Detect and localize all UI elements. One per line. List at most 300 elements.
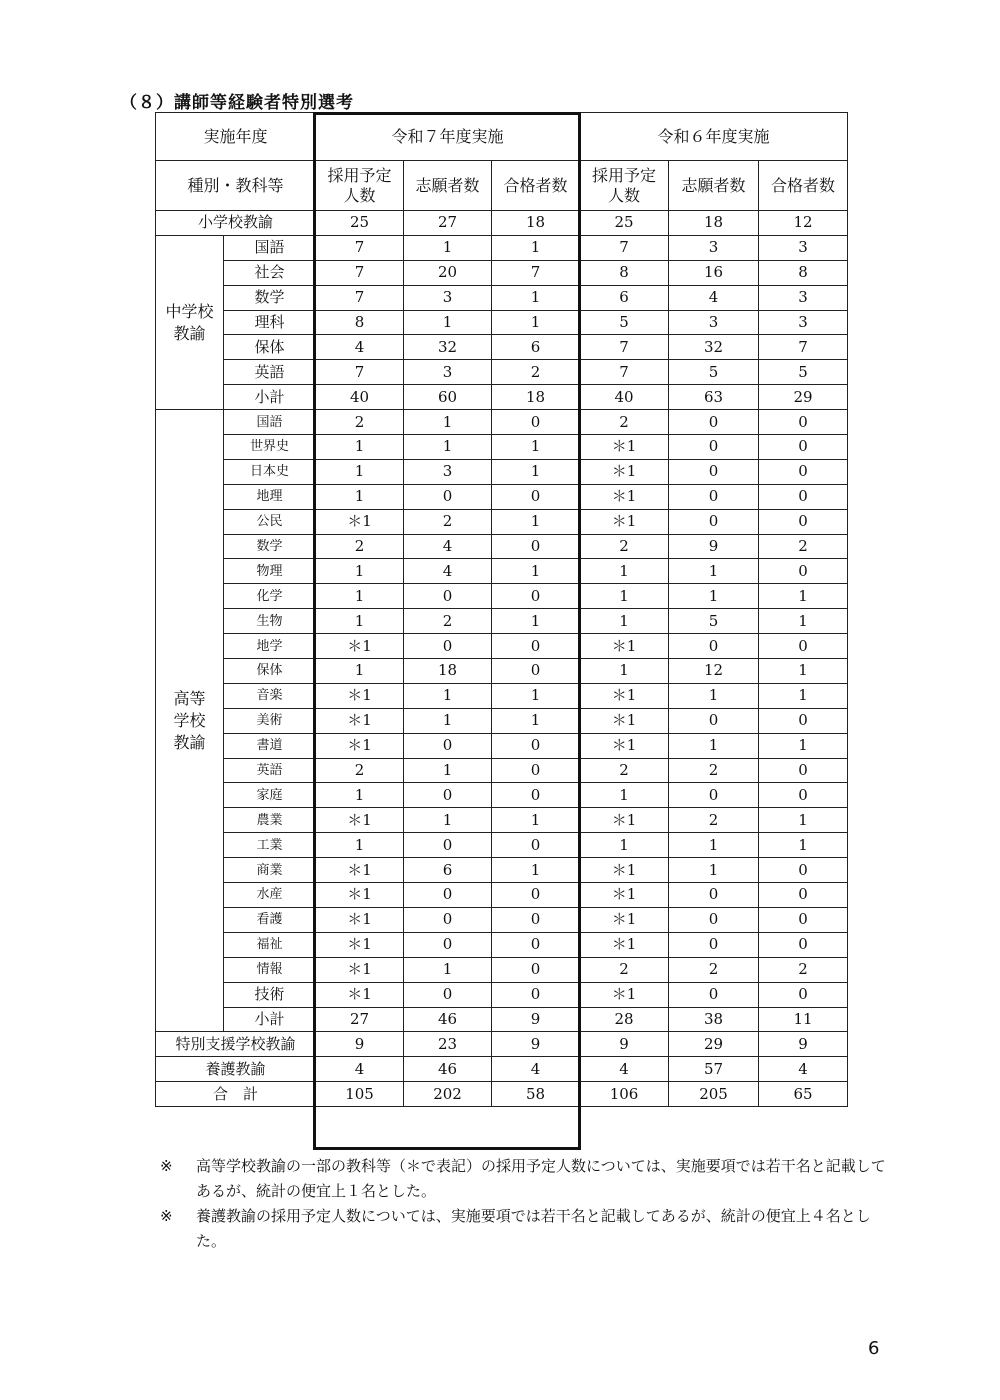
value-cell: 1 bbox=[492, 559, 580, 584]
value-cell: 0 bbox=[759, 459, 848, 484]
value-cell: 0 bbox=[669, 634, 759, 659]
value-cell: 7 bbox=[316, 260, 404, 285]
value-cell: ＊1 bbox=[580, 982, 669, 1007]
value-cell: 23 bbox=[404, 1032, 492, 1057]
value-cell: 1 bbox=[669, 858, 759, 883]
value-cell: 1 bbox=[492, 683, 580, 708]
value-cell: 0 bbox=[669, 509, 759, 534]
value-cell: 0 bbox=[759, 783, 848, 808]
group-label: 高等 学校 教諭 bbox=[156, 410, 224, 1032]
subject-label: 農業 bbox=[224, 808, 316, 833]
subject-label: 工業 bbox=[224, 833, 316, 858]
value-cell: 2 bbox=[580, 957, 669, 982]
value-cell: 3 bbox=[759, 235, 848, 260]
value-cell: 0 bbox=[669, 435, 759, 460]
value-cell: 1 bbox=[316, 659, 404, 684]
value-cell: 0 bbox=[492, 534, 580, 559]
value-cell: 57 bbox=[669, 1057, 759, 1082]
value-cell: ＊1 bbox=[580, 733, 669, 758]
value-cell: 2 bbox=[759, 534, 848, 559]
value-cell: 0 bbox=[669, 410, 759, 435]
value-cell: 1 bbox=[759, 733, 848, 758]
value-cell: 4 bbox=[316, 1057, 404, 1082]
value-cell: 5 bbox=[759, 360, 848, 385]
value-cell: 25 bbox=[316, 211, 404, 236]
subject-label: 商業 bbox=[224, 858, 316, 883]
value-cell: ＊1 bbox=[316, 883, 404, 908]
subject-label: 技術 bbox=[224, 982, 316, 1007]
value-cell: ＊1 bbox=[316, 708, 404, 733]
value-cell: 40 bbox=[580, 385, 669, 410]
table-row bbox=[156, 161, 848, 211]
value-cell: 0 bbox=[404, 982, 492, 1007]
value-cell: 205 bbox=[669, 1082, 759, 1107]
note bbox=[160, 1154, 890, 1204]
value-cell: 106 bbox=[580, 1082, 669, 1107]
subject-label: 家庭 bbox=[224, 783, 316, 808]
value-cell: 0 bbox=[492, 982, 580, 1007]
value-cell: 0 bbox=[759, 982, 848, 1007]
value-cell: 2 bbox=[580, 410, 669, 435]
value-cell: 1 bbox=[316, 484, 404, 509]
note-text: 養護教諭の採用予定人数については、実施要項では若干名と記載してあるが、統計の便宜上４名とした。 bbox=[196, 1207, 871, 1250]
value-cell: 0 bbox=[404, 783, 492, 808]
value-cell: 2 bbox=[316, 534, 404, 559]
value-cell: 1 bbox=[580, 783, 669, 808]
subject-label: 地理 bbox=[224, 484, 316, 509]
value-cell: 1 bbox=[404, 708, 492, 733]
table-row bbox=[156, 1082, 848, 1107]
value-cell: 5 bbox=[580, 310, 669, 335]
value-cell: 0 bbox=[492, 634, 580, 659]
value-cell: 4 bbox=[669, 285, 759, 310]
value-cell: ＊1 bbox=[316, 509, 404, 534]
subject-label: 美術 bbox=[224, 708, 316, 733]
value-cell: 0 bbox=[669, 484, 759, 509]
table-row bbox=[156, 858, 848, 883]
value-cell: 2 bbox=[669, 758, 759, 783]
value-cell: 1 bbox=[492, 435, 580, 460]
value-cell: 1 bbox=[404, 758, 492, 783]
value-cell: 1 bbox=[316, 584, 404, 609]
value-cell: 5 bbox=[669, 609, 759, 634]
subject-label: 生物 bbox=[224, 609, 316, 634]
value-cell: 3 bbox=[404, 459, 492, 484]
value-cell: 32 bbox=[669, 335, 759, 360]
table-row bbox=[156, 609, 848, 634]
value-cell: 6 bbox=[492, 335, 580, 360]
value-cell: 3 bbox=[669, 235, 759, 260]
subject-label: 音楽 bbox=[224, 683, 316, 708]
value-cell: 12 bbox=[669, 659, 759, 684]
value-cell: 0 bbox=[759, 484, 848, 509]
value-cell: 1 bbox=[759, 833, 848, 858]
value-cell: 0 bbox=[404, 907, 492, 932]
table-row bbox=[156, 360, 848, 385]
table-row bbox=[156, 335, 848, 360]
subject-label: 世界史 bbox=[224, 435, 316, 460]
value-cell: 8 bbox=[759, 260, 848, 285]
value-cell: 2 bbox=[669, 808, 759, 833]
subject-label: 小計 bbox=[224, 1007, 316, 1032]
subject-label: 数学 bbox=[224, 534, 316, 559]
value-cell: ＊1 bbox=[316, 634, 404, 659]
table-row bbox=[156, 957, 848, 982]
value-cell: 29 bbox=[759, 385, 848, 410]
value-cell: 0 bbox=[492, 659, 580, 684]
value-cell: 1 bbox=[492, 858, 580, 883]
value-cell: 9 bbox=[669, 534, 759, 559]
value-cell: ＊1 bbox=[580, 683, 669, 708]
value-cell: 9 bbox=[580, 1032, 669, 1057]
value-cell: 7 bbox=[759, 335, 848, 360]
value-cell: 16 bbox=[669, 260, 759, 285]
value-cell: 0 bbox=[759, 907, 848, 932]
value-cell: 9 bbox=[492, 1007, 580, 1032]
group-label: 中学校 教諭 bbox=[156, 235, 224, 409]
value-cell: ＊1 bbox=[316, 932, 404, 957]
value-cell: 0 bbox=[759, 758, 848, 783]
subject-label: 小計 bbox=[224, 385, 316, 410]
value-cell: 0 bbox=[669, 932, 759, 957]
value-cell: 18 bbox=[492, 385, 580, 410]
value-cell: 1 bbox=[404, 235, 492, 260]
value-cell: 1 bbox=[492, 285, 580, 310]
value-cell: 20 bbox=[404, 260, 492, 285]
note-mark: ※ bbox=[160, 1207, 173, 1225]
table-row bbox=[156, 1007, 848, 1032]
value-cell: 18 bbox=[492, 211, 580, 236]
value-cell: ＊1 bbox=[580, 932, 669, 957]
value-cell: 40 bbox=[316, 385, 404, 410]
value-cell: 1 bbox=[492, 509, 580, 534]
subject-label: 日本史 bbox=[224, 459, 316, 484]
value-cell: 65 bbox=[759, 1082, 848, 1107]
value-cell: 1 bbox=[316, 435, 404, 460]
value-cell: ＊1 bbox=[580, 858, 669, 883]
header-r7: 令和７年度実施 bbox=[316, 113, 580, 161]
subject-label: 化学 bbox=[224, 584, 316, 609]
value-cell: 0 bbox=[759, 634, 848, 659]
header-category-label: 種別・教科等 bbox=[156, 161, 316, 211]
page-number: 6 bbox=[868, 1338, 880, 1359]
value-cell: 6 bbox=[580, 285, 669, 310]
value-cell: 7 bbox=[580, 235, 669, 260]
value-cell: 0 bbox=[492, 957, 580, 982]
subject-label: 福祉 bbox=[224, 932, 316, 957]
table-row bbox=[156, 435, 848, 460]
table-row bbox=[156, 982, 848, 1007]
value-cell: ＊1 bbox=[580, 459, 669, 484]
value-cell: 1 bbox=[404, 957, 492, 982]
value-cell: 9 bbox=[759, 1032, 848, 1057]
value-cell: ＊1 bbox=[316, 733, 404, 758]
value-cell: 0 bbox=[404, 833, 492, 858]
value-cell: 27 bbox=[404, 211, 492, 236]
value-cell: 1 bbox=[580, 609, 669, 634]
table-row bbox=[156, 783, 848, 808]
value-cell: ＊1 bbox=[580, 435, 669, 460]
value-cell: 105 bbox=[316, 1082, 404, 1107]
value-cell: 2 bbox=[759, 957, 848, 982]
value-cell: ＊1 bbox=[316, 907, 404, 932]
value-cell: 0 bbox=[404, 634, 492, 659]
subject-label: 公民 bbox=[224, 509, 316, 534]
value-cell: 4 bbox=[580, 1057, 669, 1082]
value-cell: 25 bbox=[580, 211, 669, 236]
table-row bbox=[156, 683, 848, 708]
value-cell: 11 bbox=[759, 1007, 848, 1032]
value-cell: ＊1 bbox=[580, 808, 669, 833]
category-label: 特別支援学校教諭 bbox=[156, 1032, 316, 1057]
subject-label: 水産 bbox=[224, 883, 316, 908]
value-cell: 4 bbox=[316, 335, 404, 360]
value-cell: 7 bbox=[492, 260, 580, 285]
value-cell: 3 bbox=[759, 285, 848, 310]
table-row bbox=[156, 211, 848, 236]
value-cell: 1 bbox=[404, 410, 492, 435]
value-cell: 1 bbox=[404, 435, 492, 460]
notes bbox=[160, 1154, 890, 1254]
value-cell: 3 bbox=[759, 310, 848, 335]
value-cell: 0 bbox=[669, 708, 759, 733]
note-mark: ※ bbox=[160, 1157, 173, 1175]
value-cell: 1 bbox=[759, 584, 848, 609]
value-cell: 4 bbox=[492, 1057, 580, 1082]
value-cell: 1 bbox=[759, 808, 848, 833]
value-cell: 1 bbox=[669, 584, 759, 609]
value-cell: 2 bbox=[316, 410, 404, 435]
selection-table-wrapper bbox=[155, 112, 848, 1107]
category-label: 養護教諭 bbox=[156, 1057, 316, 1082]
value-cell: 3 bbox=[669, 310, 759, 335]
value-cell: ＊1 bbox=[316, 808, 404, 833]
value-cell: ＊1 bbox=[580, 509, 669, 534]
value-cell: 4 bbox=[759, 1057, 848, 1082]
value-cell: 7 bbox=[580, 335, 669, 360]
subject-label: 英語 bbox=[224, 758, 316, 783]
table-row bbox=[156, 235, 848, 260]
value-cell: 1 bbox=[492, 459, 580, 484]
value-cell: 0 bbox=[404, 932, 492, 957]
value-cell: 0 bbox=[759, 883, 848, 908]
value-cell: 6 bbox=[404, 858, 492, 883]
value-cell: 28 bbox=[580, 1007, 669, 1032]
note bbox=[160, 1204, 890, 1254]
value-cell: 32 bbox=[404, 335, 492, 360]
table-row bbox=[156, 484, 848, 509]
selection-stats-table bbox=[155, 112, 848, 1107]
table-row bbox=[156, 708, 848, 733]
value-cell: 0 bbox=[404, 484, 492, 509]
value-cell: 12 bbox=[759, 211, 848, 236]
column-header: 合格者数 bbox=[759, 161, 848, 211]
value-cell: 38 bbox=[669, 1007, 759, 1032]
value-cell: 0 bbox=[759, 509, 848, 534]
value-cell: 0 bbox=[404, 584, 492, 609]
value-cell: 2 bbox=[669, 957, 759, 982]
value-cell: 0 bbox=[669, 982, 759, 1007]
value-cell: 2 bbox=[316, 758, 404, 783]
value-cell: 9 bbox=[492, 1032, 580, 1057]
value-cell: 1 bbox=[580, 559, 669, 584]
value-cell: 1 bbox=[492, 310, 580, 335]
header-year-label: 実施年度 bbox=[156, 113, 316, 161]
value-cell: 29 bbox=[669, 1032, 759, 1057]
column-header: 志願者数 bbox=[669, 161, 759, 211]
value-cell: 18 bbox=[669, 211, 759, 236]
value-cell: 1 bbox=[404, 683, 492, 708]
value-cell: ＊1 bbox=[316, 858, 404, 883]
value-cell: 1 bbox=[316, 609, 404, 634]
value-cell: 7 bbox=[316, 360, 404, 385]
table-row bbox=[156, 285, 848, 310]
table-row bbox=[156, 1057, 848, 1082]
value-cell: ＊1 bbox=[580, 883, 669, 908]
value-cell: 1 bbox=[404, 310, 492, 335]
column-header: 採用予定 人数 bbox=[316, 161, 404, 211]
value-cell: 1 bbox=[316, 783, 404, 808]
header-r6: 令和６年度実施 bbox=[580, 113, 848, 161]
value-cell: 0 bbox=[492, 907, 580, 932]
table-row bbox=[156, 733, 848, 758]
category-label: 合 計 bbox=[156, 1082, 316, 1107]
value-cell: 58 bbox=[492, 1082, 580, 1107]
category-label: 小学校教諭 bbox=[156, 211, 316, 236]
value-cell: 60 bbox=[404, 385, 492, 410]
value-cell: 1 bbox=[669, 833, 759, 858]
table-row bbox=[156, 385, 848, 410]
value-cell: 4 bbox=[404, 534, 492, 559]
value-cell: 2 bbox=[580, 758, 669, 783]
value-cell: 2 bbox=[492, 360, 580, 385]
value-cell: 5 bbox=[669, 360, 759, 385]
value-cell: 8 bbox=[316, 310, 404, 335]
table-row bbox=[156, 907, 848, 932]
table-row bbox=[156, 459, 848, 484]
value-cell: 3 bbox=[404, 360, 492, 385]
table-row bbox=[156, 833, 848, 858]
value-cell: 0 bbox=[669, 907, 759, 932]
table-row bbox=[156, 310, 848, 335]
value-cell: 4 bbox=[404, 559, 492, 584]
value-cell: ＊1 bbox=[316, 683, 404, 708]
table-row bbox=[156, 584, 848, 609]
value-cell: 0 bbox=[492, 833, 580, 858]
value-cell: 0 bbox=[492, 783, 580, 808]
table-row bbox=[156, 932, 848, 957]
value-cell: 1 bbox=[404, 808, 492, 833]
value-cell: 0 bbox=[492, 410, 580, 435]
value-cell: 7 bbox=[316, 285, 404, 310]
value-cell: 1 bbox=[492, 609, 580, 634]
table-row bbox=[156, 534, 848, 559]
value-cell: 0 bbox=[492, 932, 580, 957]
value-cell: 0 bbox=[492, 484, 580, 509]
table-row bbox=[156, 113, 848, 161]
table-row bbox=[156, 260, 848, 285]
value-cell: 18 bbox=[404, 659, 492, 684]
value-cell: 0 bbox=[492, 883, 580, 908]
subject-label: 数学 bbox=[224, 285, 316, 310]
value-cell: 2 bbox=[580, 534, 669, 559]
table-row bbox=[156, 410, 848, 435]
subject-label: 保体 bbox=[224, 659, 316, 684]
value-cell: 0 bbox=[759, 932, 848, 957]
column-header: 合格者数 bbox=[492, 161, 580, 211]
value-cell: 3 bbox=[404, 285, 492, 310]
value-cell: 0 bbox=[492, 758, 580, 783]
value-cell: 0 bbox=[492, 584, 580, 609]
column-header: 志願者数 bbox=[404, 161, 492, 211]
value-cell: 0 bbox=[669, 459, 759, 484]
value-cell: ＊1 bbox=[580, 484, 669, 509]
column-header: 採用予定 人数 bbox=[580, 161, 669, 211]
value-cell: 0 bbox=[404, 883, 492, 908]
value-cell: ＊1 bbox=[580, 907, 669, 932]
value-cell: 1 bbox=[492, 808, 580, 833]
value-cell: 7 bbox=[580, 360, 669, 385]
value-cell: 0 bbox=[669, 883, 759, 908]
value-cell: ＊1 bbox=[316, 957, 404, 982]
subject-label: 物理 bbox=[224, 559, 316, 584]
value-cell: 8 bbox=[580, 260, 669, 285]
value-cell: 1 bbox=[669, 683, 759, 708]
value-cell: 0 bbox=[759, 559, 848, 584]
value-cell: 2 bbox=[404, 609, 492, 634]
value-cell: 0 bbox=[759, 410, 848, 435]
value-cell: 46 bbox=[404, 1057, 492, 1082]
value-cell: ＊1 bbox=[316, 982, 404, 1007]
subject-label: 地学 bbox=[224, 634, 316, 659]
table-row bbox=[156, 559, 848, 584]
value-cell: 202 bbox=[404, 1082, 492, 1107]
value-cell: 1 bbox=[316, 559, 404, 584]
value-cell: 27 bbox=[316, 1007, 404, 1032]
value-cell: 1 bbox=[759, 609, 848, 634]
table-row bbox=[156, 883, 848, 908]
subject-label: 保体 bbox=[224, 335, 316, 360]
subject-label: 社会 bbox=[224, 260, 316, 285]
table-row bbox=[156, 659, 848, 684]
subject-label: 理科 bbox=[224, 310, 316, 335]
value-cell: 0 bbox=[669, 783, 759, 808]
value-cell: 1 bbox=[669, 559, 759, 584]
section-title: （８）講師等経験者特別選考 bbox=[120, 93, 354, 113]
value-cell: 0 bbox=[759, 435, 848, 460]
value-cell: ＊1 bbox=[580, 708, 669, 733]
value-cell: 1 bbox=[492, 235, 580, 260]
table-row bbox=[156, 634, 848, 659]
value-cell: 1 bbox=[580, 833, 669, 858]
table-row bbox=[156, 509, 848, 534]
subject-label: 国語 bbox=[224, 235, 316, 260]
table-row bbox=[156, 758, 848, 783]
value-cell: 7 bbox=[316, 235, 404, 260]
value-cell: 9 bbox=[316, 1032, 404, 1057]
note-text: 高等学校教諭の一部の教科等（＊で表記）の採用予定人数については、実施要項では若干名と記載してあるが、統計の便宜上１名とした。 bbox=[196, 1157, 886, 1200]
value-cell: 63 bbox=[669, 385, 759, 410]
value-cell: 1 bbox=[580, 584, 669, 609]
value-cell: 0 bbox=[404, 733, 492, 758]
subject-label: 情報 bbox=[224, 957, 316, 982]
value-cell: 46 bbox=[404, 1007, 492, 1032]
subject-label: 英語 bbox=[224, 360, 316, 385]
value-cell: 0 bbox=[759, 708, 848, 733]
value-cell: 0 bbox=[759, 858, 848, 883]
value-cell: 1 bbox=[669, 733, 759, 758]
value-cell: 0 bbox=[492, 733, 580, 758]
